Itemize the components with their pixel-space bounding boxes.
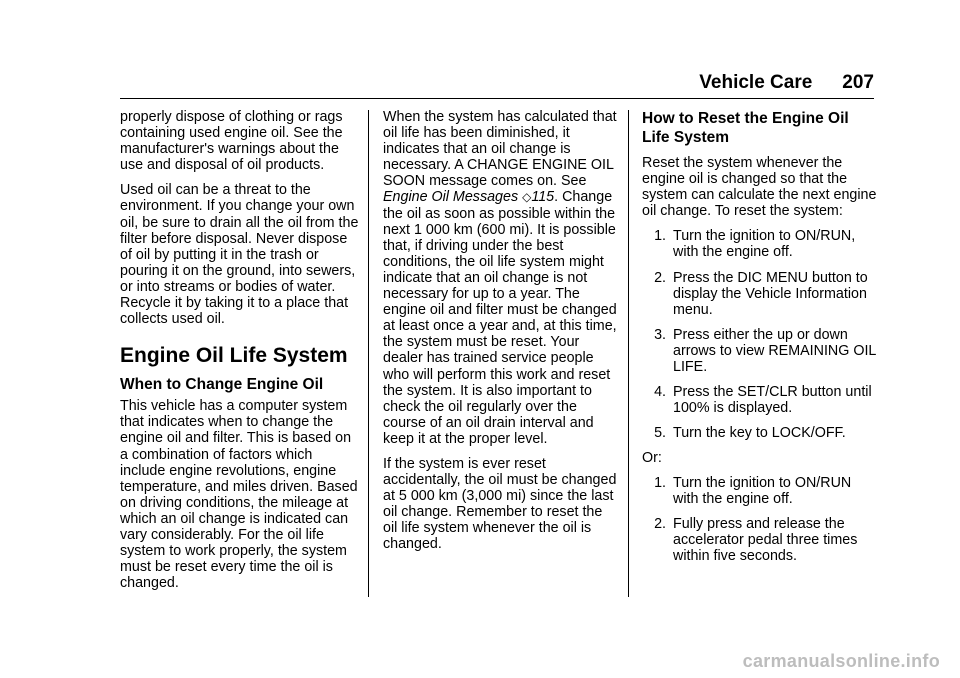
paragraph-reset-intro: Reset the system whenever the engine oil is changed so that the system can calculate the next engine oil change. To reset the system: — [642, 155, 877, 220]
alt-steps-list — [642, 475, 878, 564]
text-span: . Change the oil as soon as possible within the next 1 000 km (600 mi). It is possible that, if driving under the best conditions, the oil life system might indicate that an oil change is not necessary for up to a year. The engine oil and filter must be changed at least once a year and, at this time, the system must be reset. Your dealer has trained service people who will perform this work and reset the system. It is also important to check the oil regularly over the course of an oil drain interval and keep it at the proper level. — [383, 189, 617, 447]
step-number: 1. — [654, 474, 666, 491]
paragraph-environment: Used oil can be a threat to the environment. If you change your own oil, be sure to drain all the oil from the filter before disposal. Never dispose of oil by putting it in the trash or pouring it on the ground, into sewers, or into streams or bodies of water. Recycle it by taking it to a place that collects used oil. — [120, 182, 359, 328]
step-number: 4. — [654, 384, 666, 401]
list-item — [642, 516, 878, 564]
step-number: 2. — [654, 515, 666, 532]
step-number: 2. — [654, 269, 666, 286]
reference-diamond-icon: ◇ — [522, 190, 532, 205]
paragraph-computer-system: This vehicle has a computer system that indicates when to change the engine oil and filter. This is based on a combination of factors which include engine revolutions, engine temperature, and miles driven. Based on driving conditions, the mileage at which an oil change is indicated can vary considerably. For the oil life system to work properly, the system must be reset every time the oil is changed. — [120, 398, 358, 592]
column-divider-2 — [628, 110, 629, 597]
list-item — [642, 228, 878, 260]
page-number: 207 — [842, 72, 874, 93]
step-number: 1. — [654, 228, 666, 245]
column-2 — [383, 109, 619, 562]
list-item — [642, 425, 878, 441]
paragraph-oil-disposal: properly dispose of clothing or rags containing used engine oil. See the manufacturer's warnings about the use and disposal of oil products. — [120, 109, 343, 174]
heading-how-to-reset: How to Reset the Engine Oil Life System — [642, 110, 849, 146]
watermark: carmanualsonline.info — [742, 651, 940, 671]
step-number: 3. — [654, 326, 666, 343]
step-text: Turn the ignition to ON/RUN with the engine off. — [673, 474, 852, 507]
paragraph-change-message — [383, 109, 619, 447]
list-item — [642, 384, 878, 416]
cross-reference-link[interactable]: Engine Oil Messages — [383, 189, 519, 206]
heading-oil-life-system: Engine Oil Life System — [120, 344, 348, 368]
step-text: Fully press and release the accelerator pedal three times within five seconds. — [673, 515, 858, 564]
column-1 — [120, 109, 360, 600]
page-header — [120, 72, 874, 99]
step-text: Press the SET/CLR button until 100% is displayed. — [673, 384, 872, 417]
steps-list — [642, 228, 878, 441]
text-span: When the system has calculated that oil life has been diminished, it indicates that an oil change is necessary. A CHANGE ENGINE OIL SOON message comes on. See — [383, 109, 617, 190]
list-item — [642, 327, 878, 375]
step-text: Turn the key to LOCK/OFF. — [673, 425, 846, 442]
heading-when-to-change: When to Change Engine Oil — [120, 376, 324, 394]
reference-page[interactable]: 115 — [531, 189, 555, 206]
column-3 — [642, 109, 878, 573]
step-text: Press the DIC MENU button to display the Vehicle Information menu. — [673, 269, 868, 318]
step-text: Press either the up or down arrows to view REMAINING OIL LIFE. — [673, 326, 876, 376]
section-title: Vehicle Care — [699, 72, 813, 93]
or-label: Or: — [642, 450, 662, 467]
list-item — [642, 475, 878, 507]
step-number: 5. — [654, 425, 666, 442]
step-text: Turn the ignition to ON/RUN, with the engine off. — [673, 228, 856, 261]
list-item — [642, 270, 878, 318]
paragraph-reset-accidentally: If the system is ever reset accidentally, the oil must be changed at 5 000 km (3,000 mi) since the last oil change. Remember to reset the oil life system whenever the oil is changed. — [383, 455, 617, 553]
column-divider-1 — [368, 110, 369, 597]
